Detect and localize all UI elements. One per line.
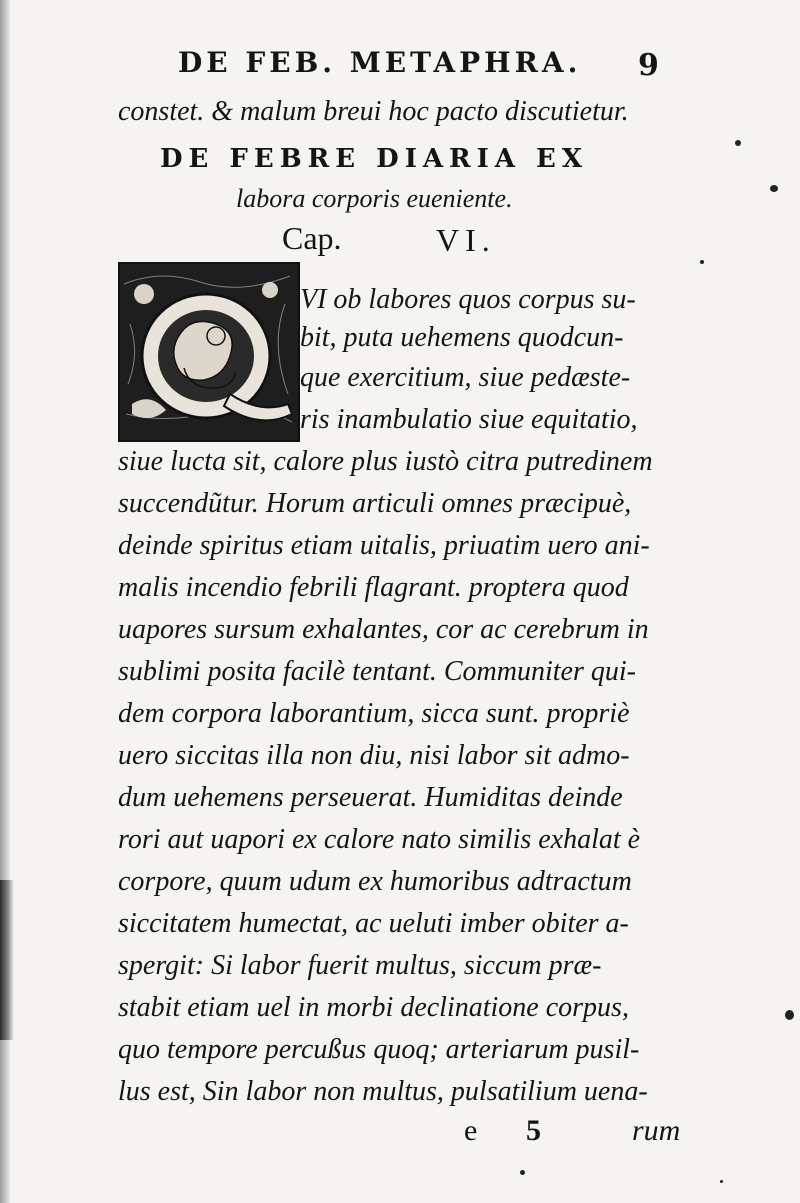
body-line: malis incendio febrili flagrant. proptera quod	[118, 572, 629, 603]
body-line: succendũtur. Horum articuli omnes præcipuè,	[118, 488, 632, 519]
woodcut-initial-q-icon	[118, 262, 300, 442]
body-line: stabit etiam uel in morbi declinatione corpus,	[118, 992, 629, 1023]
page-edge-shadow	[0, 880, 14, 1040]
body-line: corpore, quum udum ex humoribus adtractum	[118, 866, 632, 897]
body-line: siccitatem humectat, ac ueluti imber obiter a-	[118, 908, 629, 939]
body-line: siue lucta sit, calore plus iustò citra putredinem	[118, 446, 653, 477]
body-line: deinde spiritus etiam uitalis, priuatim uero ani-	[118, 530, 650, 561]
body-line: lus est, Sin labor non multus, pulsatilium uena-	[118, 1076, 648, 1107]
body-line: rori aut uapori ex calore nato similis exhalat è	[118, 824, 641, 855]
continuation-line: constet. & malum breui hoc pacto discutietur.	[118, 96, 629, 127]
ink-speck	[520, 1170, 525, 1175]
running-head: DE FEB. METAPHRA.	[178, 46, 582, 79]
body-line: dum uehemens perseuerat. Humiditas deinde	[118, 782, 623, 813]
section-subheading: labora corporis eueniente.	[236, 184, 513, 213]
body-line: spergit: Si labor fuerit multus, siccum præ-	[118, 950, 602, 981]
body-line: dem corpora laborantium, sicca sunt. propriè	[118, 698, 630, 729]
ink-speck	[735, 140, 741, 146]
ink-speck	[785, 1010, 794, 1020]
body-line: uapores sursum exhalantes, cor ac cerebrum in	[118, 614, 649, 645]
ink-speck	[700, 260, 704, 264]
chapter-label: Cap.	[282, 220, 342, 256]
body-line: que exercitium, siue pedæste-	[300, 362, 631, 393]
body-line: uero siccitas illa non diu, nisi labor sit admo-	[118, 740, 630, 771]
signature-letter: e	[464, 1114, 478, 1147]
signature-mark: 5	[526, 1114, 541, 1147]
body-line: VI ob labores quos corpus su-	[300, 284, 636, 315]
catchword: rum	[632, 1114, 681, 1147]
ink-speck	[720, 1180, 723, 1183]
ink-speck	[770, 185, 778, 192]
body-line: ris inambulatio siue equitatio,	[300, 404, 638, 435]
section-heading: DE FEBRE DIARIA EX	[160, 144, 589, 174]
body-line: bit, puta uehemens quodcun-	[300, 322, 624, 353]
page-number: 9	[638, 48, 659, 83]
body-line: sublimi posita facilè tentant. Communiter qui-	[118, 656, 636, 687]
chapter-number: VI.	[436, 222, 496, 258]
body-line: quo tempore percußus quoq; arteriarum pusil-	[118, 1034, 640, 1065]
